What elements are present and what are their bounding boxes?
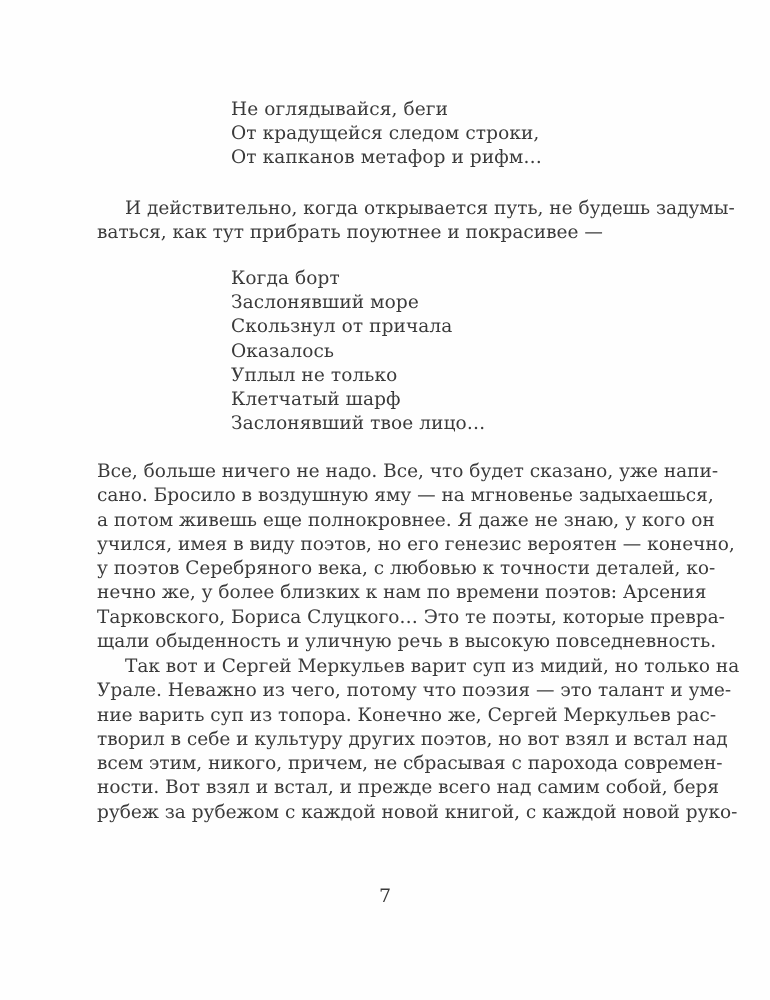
paragraph-line: у поэтов Серебряного века, с любовью к точности деталей, ко- <box>97 558 716 580</box>
paragraph-1 <box>97 197 735 246</box>
paragraph-line: сано. Бросило в воздушную яму — на мгновенье задыхаешься, <box>97 485 714 507</box>
paragraph-line: учился, имея в виду поэтов, но его генезис вероятен — конечно, <box>97 533 735 555</box>
poem-stanza-2 <box>231 267 485 436</box>
poem-line: Не оглядывайся, беги <box>231 99 449 120</box>
poem-line: Заслонявший море <box>231 292 419 314</box>
poem-line: От капканов метафор и рифм… <box>231 147 542 169</box>
poem-line: Оказалось <box>231 340 335 362</box>
poem-line: Скользнул от причала <box>231 316 453 338</box>
paragraph-line: щали обыденность и уличную речь в высокую повседневность. <box>97 631 717 653</box>
paragraph-line: ваться, как тут прибрать поуютнее и покрасивее — <box>97 222 603 244</box>
poem-line: Уплыл не только <box>231 364 398 386</box>
paragraph-2 <box>97 460 735 654</box>
paragraph-3 <box>97 655 740 825</box>
paragraph-line: И действительно, когда открывается путь, не будешь задумы- <box>125 198 735 219</box>
poem-line: Заслонявший твое лицо… <box>231 413 486 435</box>
paragraph-line: ности. Вот взял и встал, и прежде всего над самим собой, беря <box>97 777 720 799</box>
paragraph-line: рубеж за рубежом с каждой новой книгой, с каждой новой руко- <box>97 801 738 823</box>
poem-line: Клетчатый шарф <box>231 389 401 411</box>
paragraph-line: а потом живешь еще полнокровнее. Я даже не знаю, у кого он <box>97 509 715 531</box>
paragraph-line: Так вот и Сергей Меркульев варит суп из мидий, но только на <box>125 656 740 677</box>
paragraph-line: Все, больше ничего не надо. Все, что будет сказано, уже напи- <box>97 461 719 482</box>
paragraph-line: творил в себе и культуру других поэтов, но вот взял и встал над <box>97 728 728 750</box>
page-number: 7 <box>378 885 392 907</box>
paragraph-line: Тарковского, Бориса Слуцкого… Это те поэты, которые превра- <box>97 606 725 628</box>
poem-line: От крадущейся следом строки, <box>231 123 540 145</box>
paragraph-line: всем этим, никого, причем, не сбрасывая с парохода современ- <box>97 753 723 775</box>
paragraph-line: Урале. Неважно из чего, потому что поэзия — это талант и уме- <box>97 680 732 702</box>
poem-line: Когда борт <box>231 268 340 289</box>
paragraph-line: нечно же, у более близких к нам по времени поэтов: Арсения <box>97 582 707 604</box>
poem-stanza-1 <box>231 98 542 171</box>
paragraph-line: ние варить суп из топора. Конечно же, Сергей Меркульев рас- <box>97 704 717 726</box>
